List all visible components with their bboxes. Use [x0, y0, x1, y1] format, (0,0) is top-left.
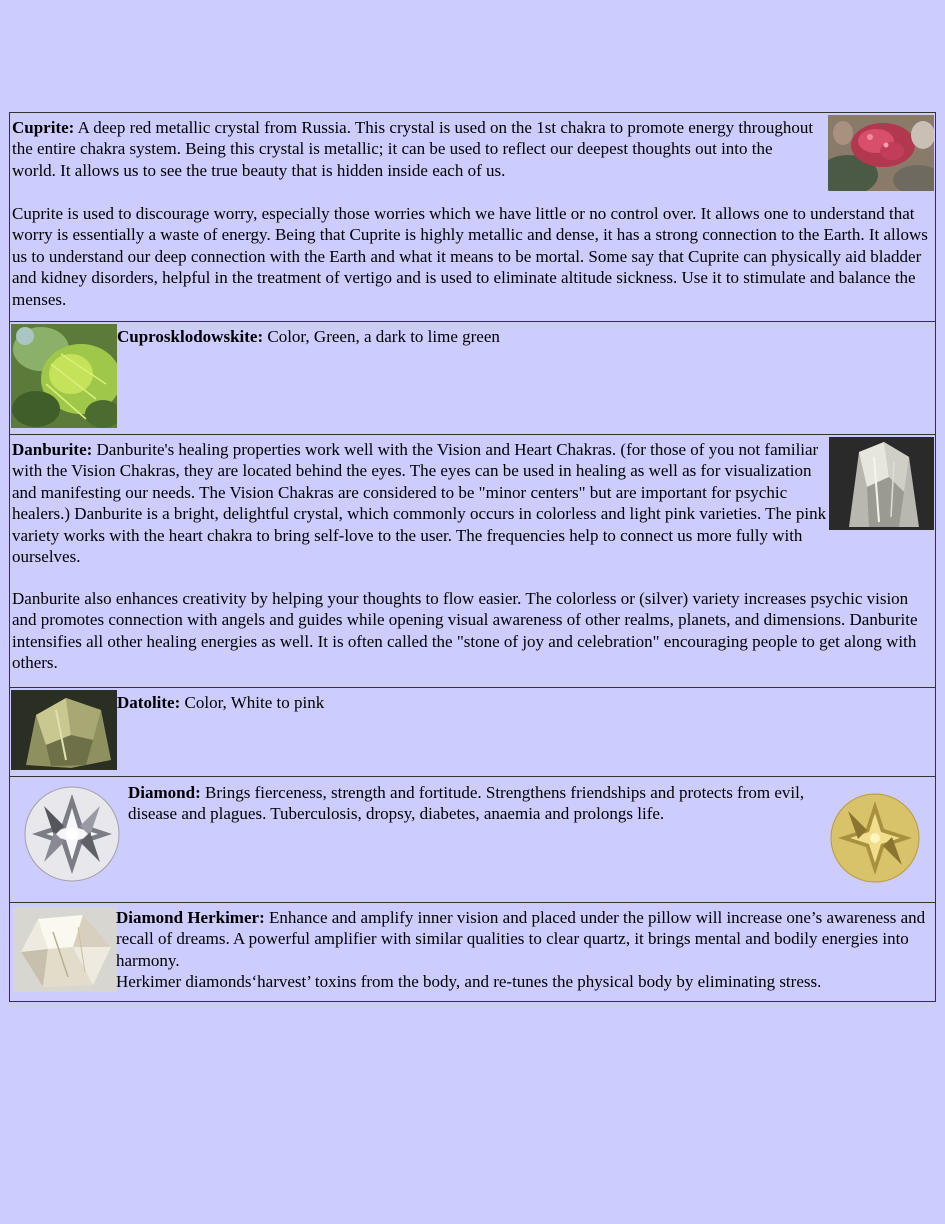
entry-text: Enhance and amplify inner vision and placed under the pillow will increase one’s awareness and recall of dreams. A powerful amplifier with similar qualities to clear quartz, it brings mental and bodily energies into harmony.	[116, 908, 926, 970]
datolite-photo	[11, 690, 117, 770]
entry-name: Diamond:	[128, 783, 201, 802]
diamond-herkimer-photo	[13, 907, 117, 992]
entry-description	[12, 439, 834, 567]
entry-diamond-herkimer	[10, 902, 935, 1001]
entry-name: Cuprite:	[12, 118, 75, 137]
entry-diamond	[10, 776, 935, 902]
entry-text: A deep red metallic crystal from Russia. This crystal is used on the 1st chakra to promote energy throughout the entire chakra system. Being this crystal is metallic; it can be used to reflect our deepest thoughts out into the world. It allows us to see the true beauty that is hidden inside each of us.	[12, 118, 814, 180]
entry-description	[117, 692, 917, 713]
entry-text: Color, White to pink	[180, 693, 325, 712]
entry-name: Diamond Herkimer:	[116, 908, 265, 927]
diamond-white-photo	[24, 786, 120, 882]
entry-text: Color, Green, a dark to lime green	[263, 327, 500, 346]
cuprosklodowskite-photo	[11, 324, 117, 428]
danburite-photo	[829, 437, 934, 530]
entry-text-continued: Herkimer diamonds‘harvest’ toxins from the body, and re-tunes the physical body by eliminating stress.	[116, 972, 822, 992]
entry-description	[12, 117, 817, 181]
entry-description-continued: Cuprite is used to discourage worry, especially those worries which we have little or no control over. It allows one to understand that worry is essentially a waste of energy. Being that Cuprite is highly metallic and dense, it has a strong connection to the Earth. It allows us to understand our deep connection with the Earth and what it means to be mortal. Some say that Cuprite can physically aid bladder and kidney disorders, helpful in the treatment of vertigo and is used to eliminate altitude sickness. Use it to stimulate and balance the menses.	[12, 204, 928, 309]
entry-cuprite	[10, 113, 935, 321]
entry-datolite	[10, 687, 935, 776]
entry-description-continued: Danburite also enhances creativity by helping your thoughts to flow easier. The colorless or (silver) variety increases psychic vision and promotes connection with angels and guides while opening visual awareness of other realms, planets, and dimensions. Danburite intensifies all other healing energies as well. It is often called the "stone of joy and celebration" encouraging people to get along with others.	[12, 589, 918, 673]
entry-description	[117, 326, 917, 347]
entry-text: Danburite's healing properties work well with the Vision and Heart Chakras. (for those of you not familiar with the Vision Chakras, they are located behind the eyes. The eyes can be used in healing as well as for visualization and manifesting our needs. The Vision Chakras are considered to be "minor centers" but are important for psychic healers.) Danburite is a bright, delightful crystal, which commonly occurs in colorless and light pink varieties. The pink variety works with the heart chakra to bring self-love to the user. The frequencies help to connect us more fully with ourselves.	[12, 440, 827, 567]
entry-name: Cuprosklodowskite:	[117, 327, 264, 346]
entry-description	[116, 907, 931, 993]
cuprite-photo	[828, 115, 934, 191]
entry-cuprosklodowskite	[10, 321, 935, 434]
entry-name: Danburite:	[12, 440, 93, 459]
entry-name: Datolite:	[117, 693, 181, 712]
entry-description	[128, 782, 808, 825]
crystal-list-table	[9, 112, 936, 1002]
entry-danburite	[10, 434, 935, 687]
diamond-yellow-photo	[830, 793, 920, 883]
entry-text: Brings fierceness, strength and fortitude. Strengthens friendships and protects from evil, disease and plagues. Tuberculosis, dropsy, diabetes, anaemia and prolongs life.	[128, 783, 805, 824]
